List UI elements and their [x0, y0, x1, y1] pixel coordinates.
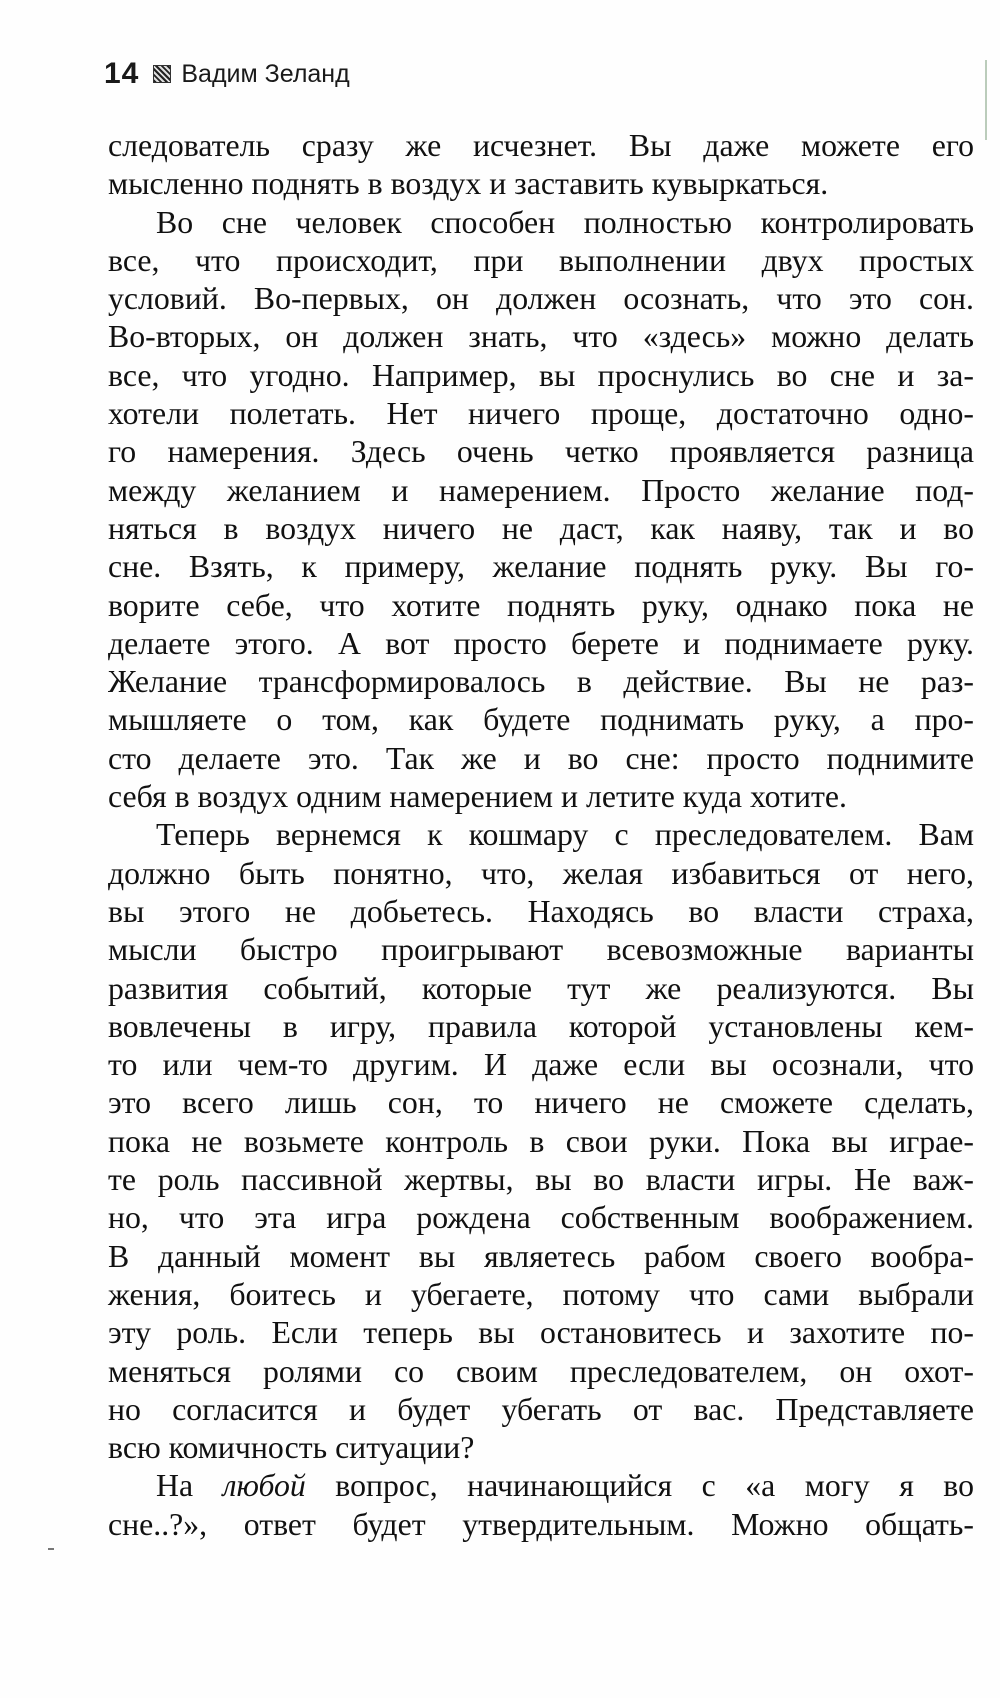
text-line: мышляете о том, как будете поднимать руку, а про- [108, 702, 974, 738]
body-text [108, 127, 974, 1544]
text-line: делаете этого. А вот просто берете и поднимаете руку. [108, 625, 974, 661]
text-line: все, что угодно. Например, вы проснулись во сне и за- [108, 357, 974, 393]
text-line: Во сне человек способен полностью контролировать [156, 204, 974, 240]
text-line: сто делаете это. Так же и во сне: просто поднимите [108, 740, 974, 776]
text-line: все, что происходит, при выполнении двух простых [108, 242, 974, 278]
margin-tick [48, 1548, 54, 1550]
text-line: то или чем-то другим. И даже если вы осознали, что [108, 1047, 974, 1083]
text-line: те роль пассивной жертвы, вы во власти игры. Не важ- [108, 1162, 974, 1198]
text-line: сне. Взять, к примеру, желание поднять руку. Вы го- [108, 549, 974, 585]
text-line: няться в воздух ничего не даст, как наяву, так и во [108, 510, 974, 546]
text-line: ворите себе, что хотите поднять руку, однако пока не [108, 587, 974, 623]
text-line: пока не возьмете контроль в свои руки. Пока вы играе- [108, 1123, 974, 1159]
text-line: сне..?», ответ будет утвердительным. Можно общать- [108, 1506, 974, 1542]
text-line: жения, боитесь и убегаете, потому что сами выбрали [108, 1276, 974, 1312]
text-line: следователь сразу же исчезнет. Вы даже можете его [108, 128, 974, 163]
page-edge-mark-top [985, 60, 987, 140]
text-line: го намерения. Здесь очень четко проявляется разница [108, 434, 974, 470]
text-line: между желанием и намерением. Просто желание под- [108, 472, 974, 508]
text-line: это всего лишь сон, то ничего не сможете сделать, [108, 1085, 974, 1121]
text-line: мысли быстро проигрывают всевозможные варианты [108, 932, 974, 968]
text-line: но, что эта игра рождена собственным воображением. [108, 1200, 974, 1236]
text-line: вовлечены в игру, правила которой установлены кем- [108, 1008, 974, 1044]
emphasized-word: любой [222, 1468, 306, 1504]
running-header [104, 54, 350, 94]
text-line: хотели полетать. Нет ничего проще, достаточно одно- [108, 396, 974, 432]
text-line: но согласится и будет убегать от вас. Представляете [108, 1391, 974, 1427]
text-line: условий. Во-первых, он должен осознать, что это сон. [108, 281, 974, 317]
text-line: Теперь вернемся к кошмару с преследователем. Вам [156, 817, 974, 853]
text-fragment: вопрос, начинающийся с «а могу я во [305, 1468, 974, 1504]
text-line: вы этого не добьетесь. Находясь во власти страха, [108, 893, 974, 929]
author-name: Вадим Зеланд [181, 59, 350, 88]
page-number: 14 [104, 57, 140, 90]
text-line: мысленно поднять в воздух и заставить кувыркаться. [108, 166, 829, 202]
text-fragment: На [156, 1468, 223, 1504]
text-line: Во-вторых, он должен знать, что «здесь» можно делать [108, 319, 974, 355]
text-line: меняться ролями со своим преследователем, он охот- [108, 1353, 974, 1389]
text-line: В данный момент вы являетесь рабом своего вообра- [108, 1238, 974, 1274]
text-line: Желание трансформировалось в действие. Вы не раз- [108, 664, 974, 700]
text-line: должно быть понятно, что, желая избавиться от него, [108, 855, 974, 891]
header-square-icon [153, 65, 171, 83]
text-line: себя в воздух одним намерением и летите куда хотите. [108, 779, 847, 815]
text-line [108, 1467, 974, 1505]
text-line: эту роль. Если теперь вы остановитесь и захотите по- [108, 1315, 974, 1351]
text-line: всю комичность ситуации? [108, 1430, 475, 1466]
text-line: развития событий, которые тут же реализуются. Вы [108, 970, 974, 1006]
